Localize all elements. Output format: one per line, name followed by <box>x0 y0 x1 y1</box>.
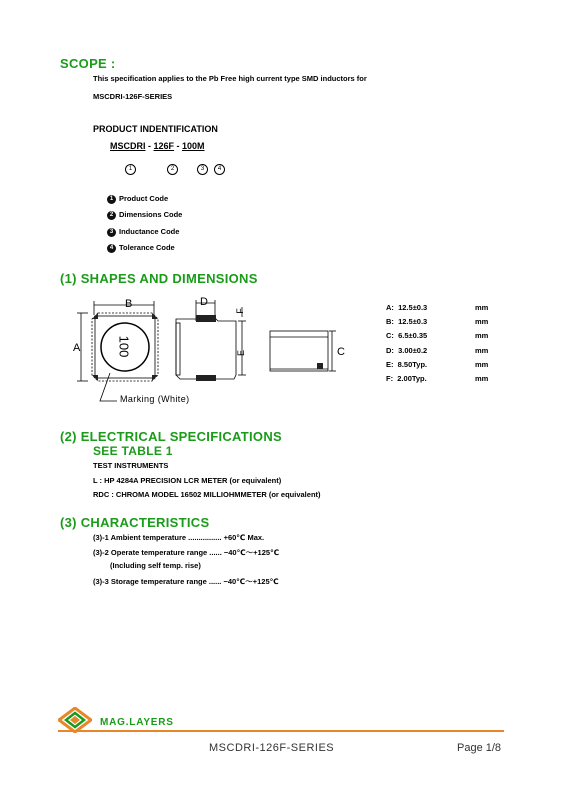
part-code-tolerance: M <box>197 141 205 151</box>
electrical-heading: (2) ELECTRICAL SPECIFICATIONS <box>60 429 283 444</box>
electrical-subheading: SEE TABLE 1 <box>93 444 173 458</box>
dim-row-b: B: 12.5±0.3 <box>386 317 428 326</box>
test-instruments-title: TEST INSTRUMENTS <box>93 461 169 470</box>
char-line-3: (3)-3 Storage temperature range ...... −40℃～+125℃ <box>93 577 279 586</box>
code-item-product: 1 Product Code <box>107 194 168 204</box>
code-item-dimensions: 2 Dimensions Code <box>107 210 182 220</box>
scope-line-1: This specification applies to the Pb Free high current type SMD inductors for <box>93 74 367 83</box>
dim-row-e: E: 8.50Typ. <box>386 360 428 369</box>
label-c: C <box>337 346 345 358</box>
part-code-product: MSCDRI <box>110 141 146 151</box>
marker-3: 3 <box>197 157 208 175</box>
test-line-l: L : HP 4284A PRECISION LCR METER (or equivalent) <box>93 476 282 485</box>
dim-unit-e: mm <box>475 360 489 369</box>
code-item-tolerance: 4 Tolerance Code <box>107 243 175 253</box>
label-a: A <box>73 342 81 354</box>
footer-divider <box>58 730 504 732</box>
marking-value: 100 <box>116 335 132 358</box>
dim-unit-d: mm <box>475 346 489 355</box>
footer-brand: MAG.LAYERS <box>100 717 174 728</box>
dim-row-a: A: 12.5±0.3 <box>386 303 428 312</box>
marking-leader <box>100 373 117 401</box>
label-d: D <box>200 296 208 308</box>
char-line-1: (3)-1 Ambient temperature ................ +60℃ Max. <box>93 533 265 542</box>
marker-1: 1 <box>125 157 136 175</box>
test-line-rdc: RDC : CHROMA MODEL 16502 MILLIOHMMETER (or equivalent) <box>93 490 321 499</box>
dim-row-d: D: 3.00±0.2 <box>386 346 428 355</box>
part-code-dimension: 126F <box>153 141 175 151</box>
scope-heading: SCOPE : <box>60 56 116 71</box>
scope-line-2: MSCDRI-126F-SERIES <box>93 92 173 101</box>
code-item-inductance: 3 Inductance Code <box>107 227 179 237</box>
label-e: E <box>236 349 247 357</box>
part-sep-1: - <box>145 141 154 151</box>
dim-unit-c: mm <box>475 331 489 340</box>
dim-unit-f: mm <box>475 374 489 383</box>
part-number <box>110 141 205 151</box>
footer-page: Page 1/8 <box>457 742 502 754</box>
dimension-drawing <box>70 293 370 413</box>
char-line-2b: (Including self temp. rise) <box>110 561 201 570</box>
dim-row-c: C: 6.5±0.35 <box>386 331 428 340</box>
dim-unit-b: mm <box>475 317 489 326</box>
marker-4: 4 <box>214 157 225 175</box>
part-sep-2: - <box>174 141 183 151</box>
characteristics-heading: (3) CHARACTERISTICS <box>60 515 210 530</box>
dim-row-f: F: 2.00Typ. <box>386 374 427 383</box>
side-view-body <box>176 319 236 379</box>
marking-note: Marking (White) <box>120 394 190 404</box>
label-f: F <box>234 308 245 314</box>
label-b: B <box>125 298 133 310</box>
shapes-heading: (1) SHAPES AND DIMENSIONS <box>60 271 258 286</box>
dim-unit-a: mm <box>475 303 489 312</box>
part-code-inductance: 100 <box>182 141 198 151</box>
footer-series: MSCDRI-126F-SERIES <box>209 742 335 754</box>
marker-2: 2 <box>167 157 178 175</box>
product-id-heading: PRODUCT INDENTIFICATION <box>93 124 218 134</box>
char-line-2: (3)-2 Operate temperature range ...... −40℃～+125℃ <box>93 548 280 557</box>
